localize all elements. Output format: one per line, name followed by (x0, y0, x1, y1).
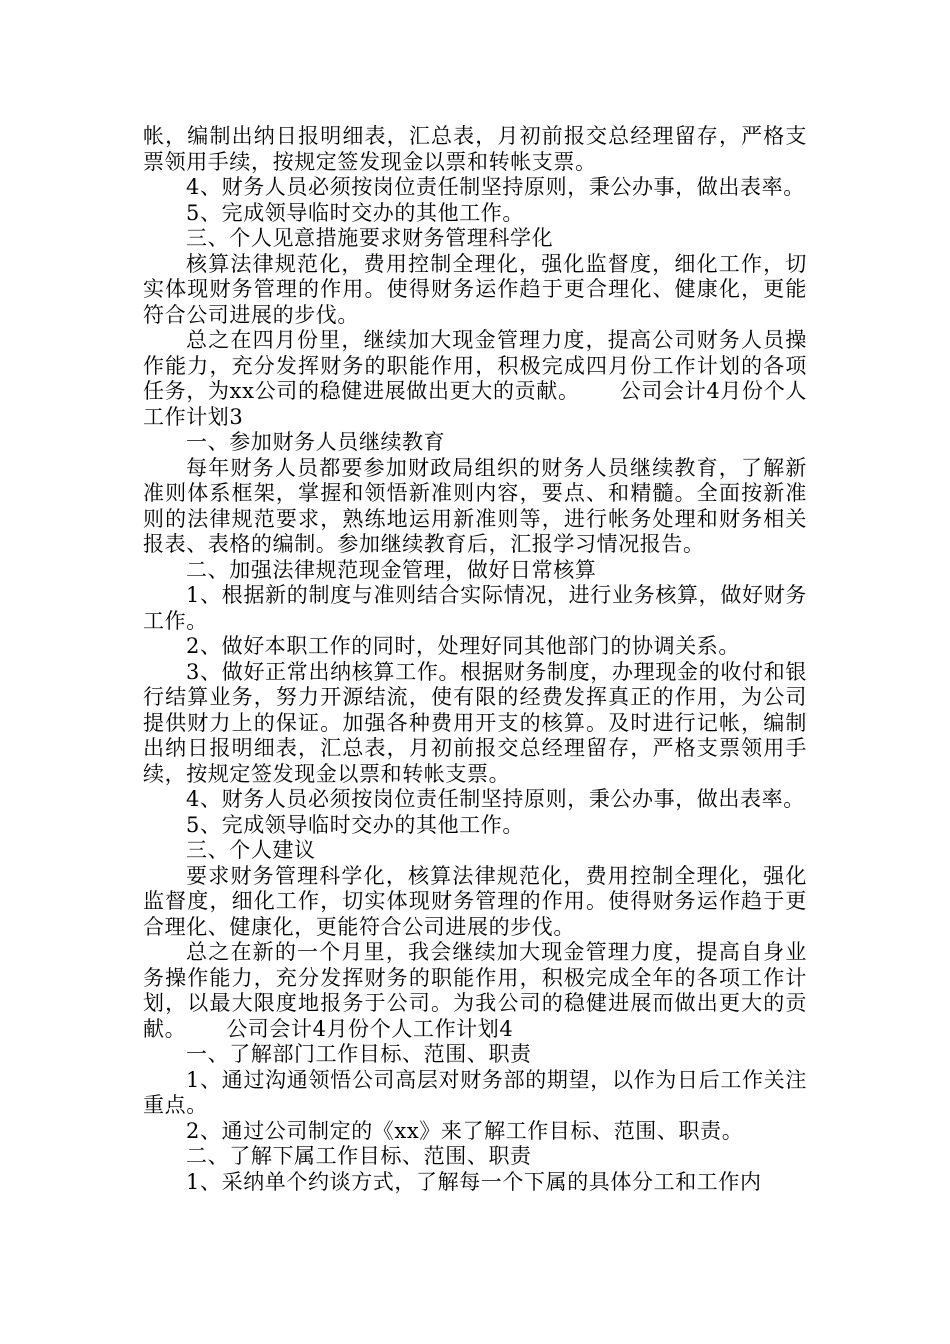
paragraph: 2、通过公司制定的《xx》来了解工作目标、范围、职责。 (186, 1118, 744, 1143)
paragraph: 1、根据新的制度与准则结合实际情况，进行业务核算，做好财务工作。 (143, 583, 807, 633)
paragraph-text: 总之在四月份里，继续加大现金管理力度，提高公司财务人员操作能力，充分发挥财务的职能作用，积极完成四月份工作计划的各项任务，为xx公司的稳健进展做出更大的贡献。 (143, 328, 807, 403)
paragraph: 要求财务管理科学化，核算法律规范化，费用控制全理化，强化监督度，细化工作，切实体现财务管理的作用。使得财务运作趋于更合理化、健康化，更能符合公司进展的步伐。 (143, 863, 807, 939)
section-heading: 一、了解部门工作目标、范围、职责 (186, 1042, 532, 1066)
document-body (143, 124, 807, 1195)
paragraph: 4、财务人员必须按岗位责任制坚持原则，秉公办事，做出表率。 (186, 175, 805, 199)
paragraph: 1、通过沟通领悟公司高层对财务部的期望，以作为日后工作关注重点。 (143, 1067, 807, 1117)
paragraph (143, 940, 807, 1042)
section-heading: 一、参加财务人员继续教育 (186, 430, 446, 454)
paragraph: 5、完成领导临时交办的其他工作。 (186, 200, 525, 225)
paragraph: 3、做好正常出纳核算工作。根据财务制度，办理现金的收付和银行结算业务，努力开源结流，使有限的经费发挥真正的作用，为公司提供财力上的保证。加强各种费用开支的核算。及时进行记帐，编制出纳日报明细表，汇总表，月初前报交总经理留存，严格支票领用手续，按规定签发现金以票和转帐支票。 (143, 659, 807, 786)
plan-title: 公司会计4月份个人工作计划3 (143, 379, 807, 429)
section-heading: 二、了解下属工作目标、范围、职责 (186, 1144, 532, 1168)
paragraph (143, 328, 807, 430)
paragraph: 4、财务人员必须按岗位责任制坚持原则，秉公办事，做出表率。 (186, 787, 805, 811)
paragraph: 核算法律规范化，费用控制全理化，强化监督度，细化工作，切实体现财务管理的作用。使得财务运作趋于更合理化、健康化，更能符合公司进展的步伐。 (143, 251, 807, 327)
section-heading: 三、个人见意措施要求财务管理科学化 (186, 226, 554, 250)
paragraph-text: 总之在新的一个月里，我会继续加大现金管理力度，提高自身业务操作能力，充分发挥财务的职能作用，积极完成全年的各项工作计划，以最大限度地报务于公司。为我公司的稳健进展而做出更大的贡献。 (143, 940, 807, 1041)
section-heading: 二、加强法律规范现金管理，做好日常核算 (186, 557, 597, 582)
section-heading: 三、个人建议 (186, 838, 316, 862)
paragraph: 每年财务人员都要参加财政局组织的财务人员继续教育，了解新准则体系框架，掌握和领悟新准则内容，要点、和精髓。全面按新准则的法律规范要求，熟练地运用新准则等，进行帐务处理和财务相关报表、表格的编制。参加继续教育后，汇报学习情况报告。 (143, 455, 807, 556)
paragraph: 5、完成领导临时交办的其他工作。 (186, 812, 525, 837)
paragraph: 1、采纳单个约谈方式，了解每一个下属的具体分工和工作内 (186, 1169, 762, 1194)
paragraph: 帐，编制出纳日报明细表，汇总表，月初前报交总经理留存，严格支票领用手续，按规定签发现金以票和转帐支票。 (143, 124, 807, 174)
paragraph: 2、做好本职工作的同时，处理好同其他部门的协调关系。 (186, 634, 741, 658)
plan-title: 公司会计4月份个人工作计划4 (226, 1016, 514, 1041)
